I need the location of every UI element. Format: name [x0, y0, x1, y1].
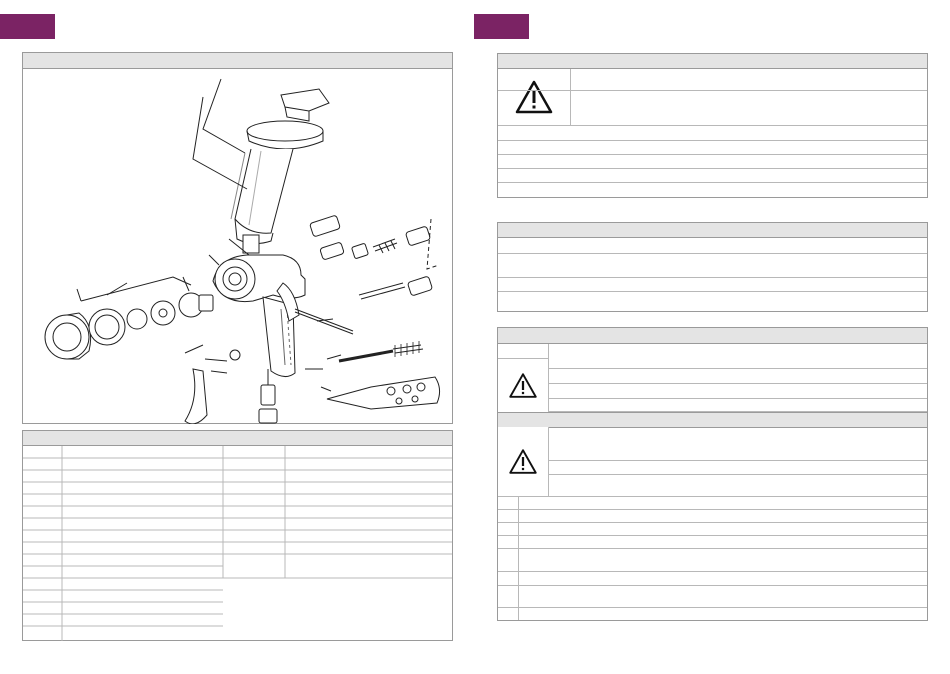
info-panel-2	[497, 222, 928, 312]
warning-panel-1	[497, 53, 928, 198]
warning-triangle-icon	[508, 372, 538, 399]
warning-row	[549, 427, 927, 461]
warning-row	[498, 183, 927, 197]
list-item	[498, 523, 927, 536]
list-item	[498, 608, 927, 620]
warning-row	[549, 344, 927, 369]
parts-table	[22, 430, 453, 641]
warning-panel-1-header	[498, 54, 927, 69]
info-row	[498, 278, 927, 292]
parts-table-grid	[23, 446, 452, 641]
warning-panel-3-header	[498, 328, 927, 344]
warning-label-cell	[498, 344, 549, 359]
info-row	[498, 238, 927, 254]
warning-row	[549, 475, 927, 497]
exploded-view-panel	[22, 52, 453, 424]
info-row	[498, 292, 927, 311]
warning-row	[549, 369, 927, 384]
list-item	[498, 549, 927, 572]
section-tab-right	[474, 14, 529, 39]
list-item	[498, 572, 927, 586]
warning-row	[498, 141, 927, 155]
warning-label-cell	[498, 69, 571, 91]
list-item	[498, 510, 927, 523]
section-tab-left	[0, 14, 55, 39]
warning-row	[549, 461, 927, 475]
exploded-view-header	[23, 53, 452, 69]
warning-panel-3	[497, 327, 928, 621]
warning-row	[498, 155, 927, 169]
warning-subheader	[498, 412, 927, 428]
warning-row	[549, 384, 927, 399]
list-item	[498, 536, 927, 549]
warning-triangle-icon	[508, 448, 538, 475]
warning-row	[498, 126, 927, 141]
warning-row	[498, 169, 927, 183]
spray-gun-exploded-diagram	[23, 69, 452, 424]
warning-row	[549, 399, 927, 412]
info-panel-2-header	[498, 223, 927, 238]
warning-cell	[498, 359, 549, 412]
list-item	[498, 586, 927, 608]
info-row	[498, 254, 927, 278]
parts-table-header	[23, 431, 452, 446]
list-item	[498, 497, 927, 510]
warning-cell	[498, 427, 549, 497]
